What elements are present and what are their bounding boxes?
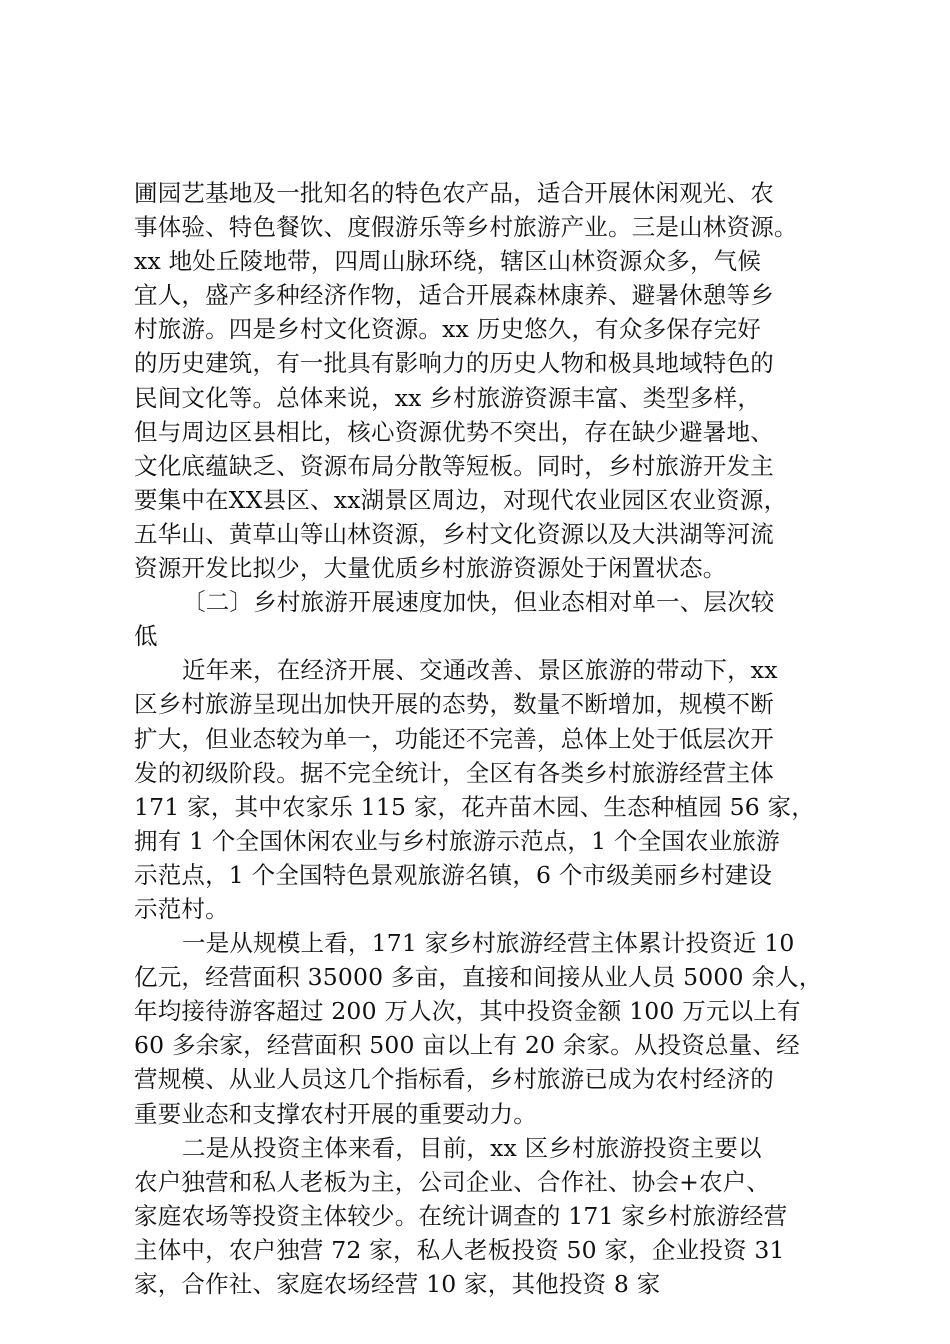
text-line: 171 家，其中农家乐 115 家，花卉苗木园、生态种植园 56 家，	[134, 792, 815, 821]
text-line: 文化底蕴缺乏、资源布局分散等短板。同时，乡村旅游开发主	[134, 451, 774, 480]
paragraph-start-line: 一是从规模上看，171 家乡村旅游经营主体累计投资近 10	[182, 929, 795, 958]
text-line: 农户独营和私人老板为主，公司企业、合作社、协会+农户、	[134, 1167, 771, 1196]
section-heading: 〔二〕乡村旅游开展速度加快，但业态相对单一、层次较	[182, 588, 775, 617]
text-line: 圃园艺基地及一批知名的特色农产品，适合开展休闲观光、农	[134, 179, 774, 207]
text-line: 但与周边区县相比，核心资源优势不突出，存在缺少避暑地、	[134, 417, 774, 446]
text-line: 五华山、黄草山等山林资源，乡村文化资源以及大洪湖等河流	[134, 519, 774, 548]
text-line: 宜人，盛产多种经济作物，适合开展森林康养、避暑休憩等乡	[134, 281, 774, 310]
text-line: 家庭农场等投资主体较少。在统计调查的 171 家乡村旅游经营	[134, 1201, 788, 1230]
paragraph-start-line: 近年来，在经济开展、交通改善、景区旅游的带动下，xx	[182, 656, 778, 685]
text-line: 事体验、特色餐饮、度假游乐等乡村旅游产业。三是山林资源。	[134, 213, 798, 242]
text-line: 示范村。	[134, 894, 229, 923]
text-line: 主体中，农户独营 72 家，私人老板投资 50 家，企业投资 31	[134, 1235, 785, 1264]
text-line: 年均接待游客超过 200 万人次，其中投资金额 100 万元以上有	[134, 997, 801, 1026]
text-line: 家，合作社、家庭农场经营 10 家，其他投资 8 家	[134, 1270, 661, 1298]
text-line: 区乡村旅游呈现出加快开展的态势，数量不断增加，规模不断	[134, 690, 774, 719]
text-line: 要集中在XX县区、xx湖景区周边，对现代农业园区农业资源，	[134, 485, 788, 514]
section-heading-continued: 低	[134, 622, 158, 651]
paragraph-start-line: 二是从投资主体来看，目前，xx 区乡村旅游投资主要以	[182, 1133, 762, 1162]
text-line: 村旅游。四是乡村文化资源。xx 历史悠久，有众多保存完好	[134, 315, 762, 344]
document-body	[134, 176, 834, 1301]
text-line: 60 多余家，经营面积 500 亩以上有 20 余家。从投资总量、经	[134, 1031, 800, 1060]
text-line: xx 地处丘陵地带，四周山脉环绕，辖区山林资源众多，气候	[134, 247, 762, 276]
text-line: 示范点，1 个全国特色景观旅游名镇，6 个市级美丽乡村建设	[134, 860, 773, 889]
text-line: 重要业态和支撑农村开展的重要动力。	[134, 1099, 537, 1128]
text-line: 拥有 1 个全国休闲农业与乡村旅游示范点，1 个全国农业旅游	[134, 826, 780, 855]
text-line: 的历史建筑，有一批具有影响力的历史人物和极具地域特色的	[134, 349, 774, 378]
text-line: 亿元，经营面积 35000 多亩，直接和间接从业人员 5000 余人，	[134, 963, 823, 992]
text-line: 营规模、从业人员这几个指标看，乡村旅游已成为农村经济的	[134, 1065, 774, 1094]
text-line: 扩大，但业态较为单一，功能还不完善，总体上处于低层次开	[134, 724, 774, 753]
text-line: 资源开发比拟少，大量优质乡村旅游资源处于闲置状态。	[134, 554, 727, 583]
text-line: 发的初级阶段。据不完全统计，全区有各类乡村旅游经营主体	[134, 758, 774, 787]
text-line: 民间文化等。总体来说，xx 乡村旅游资源丰富、类型多样，	[134, 383, 762, 412]
